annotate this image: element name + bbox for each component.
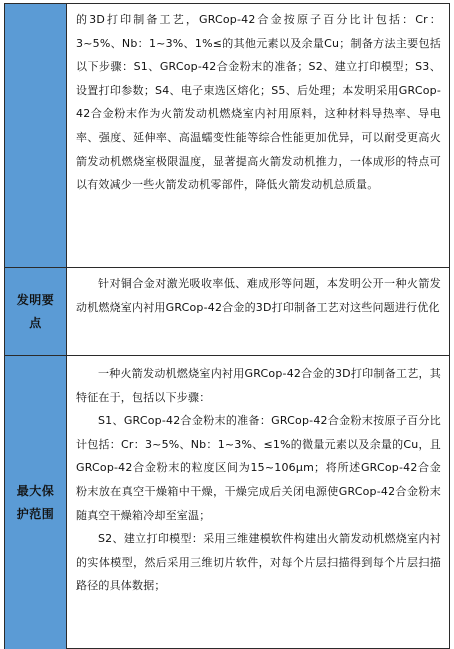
row-label-cell [5,268,67,355]
claim-step-s2-paragraph: S2、建立打印模型：采用三维建模软件构建出火箭发动机燃烧室内衬的实体模型，然后采用三维切片软件，对每个片层扫描得到每个片层扫描路径的具体数据； [76,532,441,593]
claim-step-s1-paragraph: S1、GRCop-42合金粉末的准备：GRCop-42合金粉末按原子百分比计包括：Cr：3~5%、Nb：1~3%、≤1%的微量元素以及余量的Cu，且GRCop-42合金粉末的粒度区间为15~106μm；将所述GRCop-42合金粉末放在真空干燥箱中干燥，干燥完成后关闭电源使GRCop-42合金粉末随真空干燥箱冷却至室温； [76,414,441,522]
table-row-max-protection-scope [5,356,449,649]
row-label-cell [5,356,67,649]
row-label-max-protection-scope: 最大保护范围 [16,483,55,521]
row-content-cell [68,356,449,649]
row-label-cell [5,4,67,267]
patent-info-table [4,3,450,649]
row-content-cell [68,4,449,267]
abstract-paragraph: 的3D打印制备工艺，GRCop-42合金按原子百分比计包括：Cr：3~5%、Nb：1~3%、1%≤的其他元素以及余量Cu；制备方法主要包括以下步骤：S1、GRCop-42合金粉末的准备；S2、建立打印模型；S3、设置打印参数；S4、电子束选区熔化；S5、后处理；本发明采用GRCop-42合金粉末作为火箭发动机燃烧室内衬用原料，这种材料导热率、导电率、强度、延伸率、高温蠕变性能等综合性能更加优异，可以耐受更高火箭发动机燃烧室极限温度，显著提高火箭发动机推力，一体成形的特点可以有效减少一些火箭发动机零部件，降低火箭发动机总质量。 [76,13,441,192]
row-content-cell [68,268,449,355]
invention-points-paragraph: 针对铜合金对激光吸收率低、难成形等问题，本发明公开一种火箭发动机燃烧室内衬用GRCop-42合金的3D打印制备工艺对这些问题进行优化 [76,277,441,314]
table-row-invention-points [5,268,449,356]
row-label-invention-points: 发明要点 [16,292,55,330]
table-row-abstract [5,4,449,268]
claim-intro-paragraph: 一种火箭发动机燃烧室内衬用GRCop-42合金的3D打印制备工艺，其特征在于，包括以下步骤： [76,367,441,404]
